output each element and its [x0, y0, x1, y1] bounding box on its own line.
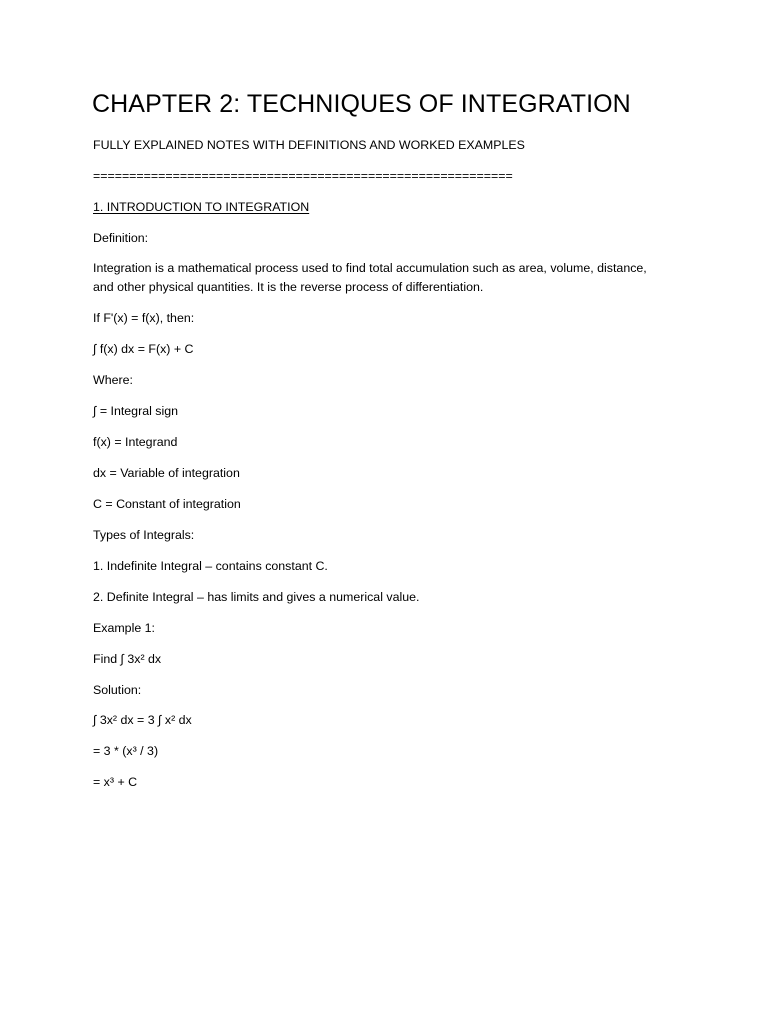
definition-text-line: Integration is a mathematical process used to find total accumulation such as area, volume, distance,	[93, 261, 647, 275]
definition-text-line: and other physical quantities. It is the reverse process of differentiation.	[93, 280, 484, 294]
if-statement: If F'(x) = f(x), then:	[93, 311, 195, 325]
page-title: CHAPTER 2: TECHNIQUES OF INTEGRATION	[92, 90, 631, 118]
where-label: Where:	[93, 373, 133, 387]
term-item: C = Constant of integration	[93, 497, 241, 511]
definition-label: Definition:	[93, 231, 149, 245]
example-problem: Find ∫ 3x² dx	[93, 652, 162, 666]
solution-step: = x³ + C	[93, 775, 138, 789]
type-item: 2. Definite Integral – has limits and gives a numerical value.	[93, 590, 420, 604]
main-formula: ∫ f(x) dx = F(x) + C	[93, 342, 194, 356]
definition-paragraph	[93, 259, 685, 297]
solution-step: = 3 * (x³ / 3)	[93, 744, 159, 758]
document-subtitle: FULLY EXPLAINED NOTES WITH DEFINITIONS AND WORKED EXAMPLES	[93, 138, 525, 152]
solution-step: ∫ 3x² dx = 3 ∫ x² dx	[93, 713, 192, 727]
solution-label: Solution:	[93, 683, 142, 697]
term-item: f(x) = Integrand	[93, 435, 178, 449]
separator-line: ==========================================================	[93, 169, 513, 183]
term-item: ∫ = Integral sign	[93, 404, 179, 418]
example-label: Example 1:	[93, 621, 155, 635]
type-item: 1. Indefinite Integral – contains constant C.	[93, 559, 328, 573]
types-label: Types of Integrals:	[93, 528, 195, 542]
section-heading: 1. INTRODUCTION TO INTEGRATION	[93, 200, 310, 214]
term-item: dx = Variable of integration	[93, 466, 240, 480]
